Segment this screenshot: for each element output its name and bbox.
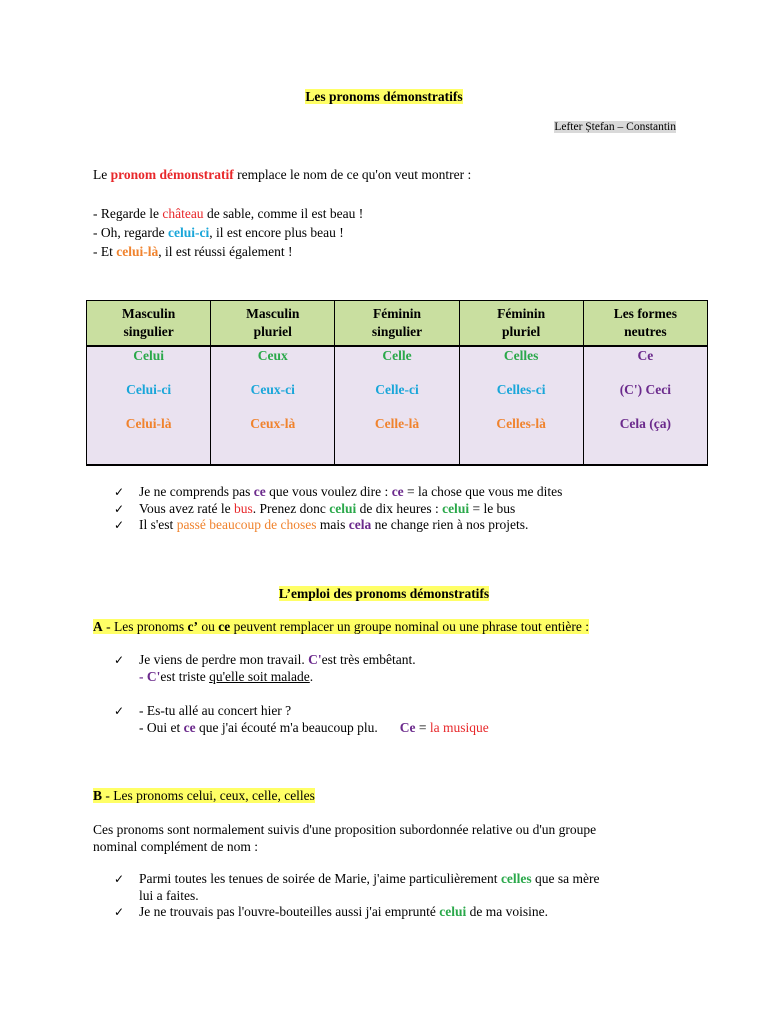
author-name: Lefter Ștefan – Constantin bbox=[554, 121, 676, 133]
table-cell: Ceux bbox=[257, 348, 288, 363]
section-b-paragraph: nominal complément de nom : bbox=[93, 839, 258, 854]
list-item: ✓ Je viens de perdre mon travail. C'est très embêtant. - C'est triste qu'elle soit malade. bbox=[114, 652, 416, 684]
document-title: Les pronoms démonstratifs bbox=[305, 89, 463, 104]
list-item: ✓ Vous avez raté le bus. Prenez donc celui de dix heures : celui = le bus bbox=[114, 500, 516, 516]
section-b-paragraph: Ces pronoms sont normalement suivis d'une proposition subordonnée relative ou d'un groupe bbox=[93, 822, 597, 837]
header-masc-sing: Masculin singulier bbox=[87, 301, 211, 347]
example-line: - Et celui-là, il est réussi également ! bbox=[93, 244, 293, 259]
section-heading: L’emploi des pronoms démonstratifs bbox=[278, 586, 490, 601]
example-line: - Regarde le château de sable, comme il est beau ! bbox=[93, 206, 364, 221]
table-cell: Ceux-là bbox=[250, 416, 296, 431]
pronouns-table bbox=[86, 300, 708, 466]
examples-checklist bbox=[114, 484, 562, 534]
table-cell: Celui-ci bbox=[126, 382, 172, 397]
section-b-heading: B - Les pronoms celui, ceux, celle, celles bbox=[93, 788, 315, 803]
table-cell: Celle-là bbox=[374, 416, 420, 431]
col-masc-plur bbox=[211, 346, 335, 465]
table-cell: Celles-là bbox=[496, 416, 546, 431]
list-item: ✓ - Es-tu allé au concert hier ? - Oui et ce que j'ai écouté m'a beaucoup plu. Ce = la musique bbox=[114, 703, 489, 735]
table-cell: Ceux-ci bbox=[250, 382, 295, 397]
header-fem-sing: Féminin singulier bbox=[335, 301, 459, 347]
table-cell: Celle bbox=[382, 348, 412, 363]
check-icon: ✓ bbox=[114, 501, 125, 516]
intro-sentence: Le pronom démonstratif remplace le nom de ce qu'on veut montrer : bbox=[93, 167, 472, 182]
list-item: ✓ Je ne comprends pas ce que vous voulez dire : ce = la chose que vous me dites bbox=[114, 484, 563, 499]
check-icon: ✓ bbox=[114, 704, 125, 718]
table-header-row bbox=[87, 301, 708, 347]
section-b-list bbox=[114, 871, 600, 921]
table-cell: Celle-ci bbox=[375, 382, 419, 397]
example-line: - Oh, regarde celui-ci, il est encore plus beau ! bbox=[93, 225, 344, 240]
list-item: ✓ Je ne trouvais pas l'ouvre-bouteilles aussi j'ai emprunté celui de ma voisine. bbox=[114, 904, 549, 919]
header-neutral: Les formes neutres bbox=[583, 301, 707, 347]
col-fem-plur bbox=[459, 346, 583, 465]
table-cell: Cela (ça) bbox=[619, 416, 672, 431]
section-a-list-2 bbox=[114, 703, 489, 736]
table-cell: Celles-ci bbox=[496, 382, 546, 397]
list-item: ✓ Il s'est passé beaucoup de choses mais cela ne change rien à nos projets. bbox=[114, 517, 529, 532]
check-icon: ✓ bbox=[114, 518, 125, 532]
table-cell: Ce bbox=[637, 348, 654, 363]
check-icon: ✓ bbox=[114, 653, 125, 667]
list-item: ✓ Parmi toutes les tenues de soirée de Marie, j'aime particulièrement celles que sa mère lui a faites. bbox=[114, 871, 600, 903]
check-icon: ✓ bbox=[114, 905, 125, 919]
table-row bbox=[87, 346, 708, 465]
table-cell: Celui-là bbox=[125, 416, 172, 431]
col-fem-sing bbox=[335, 346, 459, 465]
table-cell: Celui bbox=[133, 348, 164, 363]
col-masc-sing bbox=[87, 346, 211, 465]
check-icon: ✓ bbox=[114, 485, 125, 499]
table-cell: Celles bbox=[503, 348, 539, 363]
col-neutral bbox=[583, 346, 707, 465]
section-a-heading: A - Les pronoms c’ ou ce peuvent remplacer un groupe nominal ou une phrase tout entière : bbox=[93, 619, 589, 634]
header-fem-plur: Féminin pluriel bbox=[459, 301, 583, 347]
header-masc-plur: Masculin pluriel bbox=[211, 301, 335, 347]
intro-term: pronom démonstratif bbox=[110, 167, 234, 182]
section-a-list-1 bbox=[114, 652, 416, 685]
check-icon: ✓ bbox=[114, 872, 125, 886]
table-cell: (C') Ceci bbox=[619, 382, 672, 397]
